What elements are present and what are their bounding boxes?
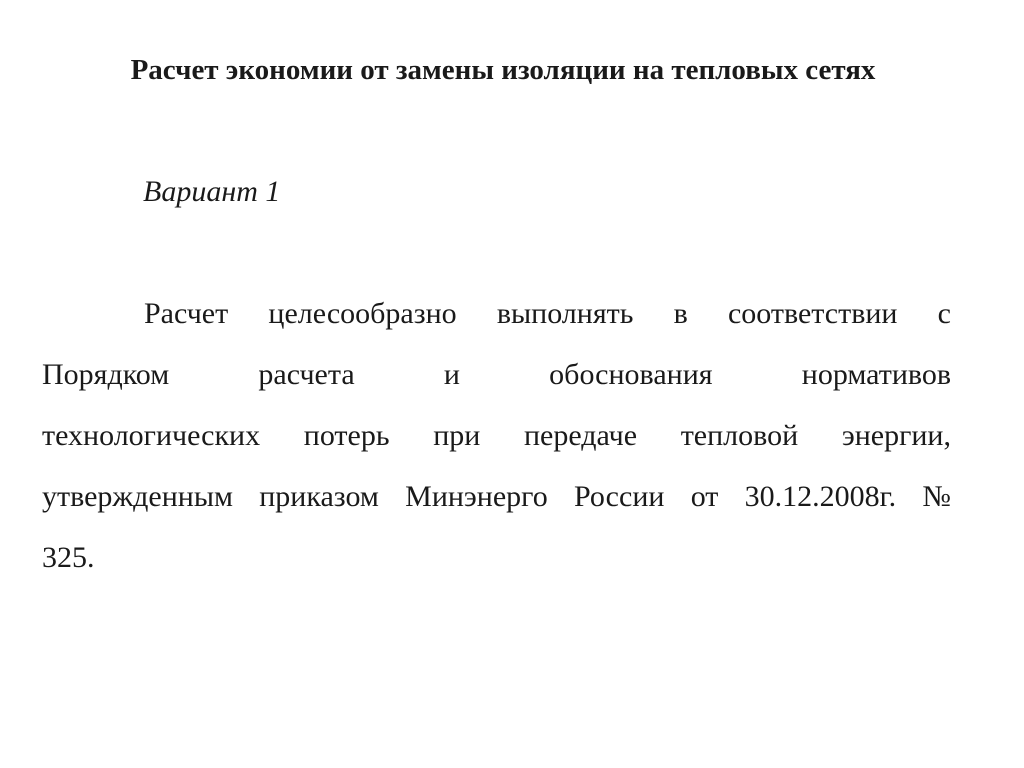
page-title: Расчет экономии от замены изоляции на тепловых сетях bbox=[130, 54, 876, 86]
paragraph-line: Расчет целесообразно выполнять в соответствии с bbox=[144, 297, 951, 330]
variant-heading: Вариант 1 bbox=[143, 175, 281, 208]
body-paragraph bbox=[42, 296, 951, 601]
paragraph-line: технологических потерь при передаче тепловой энергии, bbox=[42, 419, 951, 452]
paragraph-line: Порядком расчета и обоснования нормативов bbox=[42, 358, 951, 391]
paragraph-line: утвержденным приказом Минэнерго России от 30.12.2008г. № bbox=[42, 480, 951, 513]
paragraph-line: 325. bbox=[42, 541, 95, 574]
